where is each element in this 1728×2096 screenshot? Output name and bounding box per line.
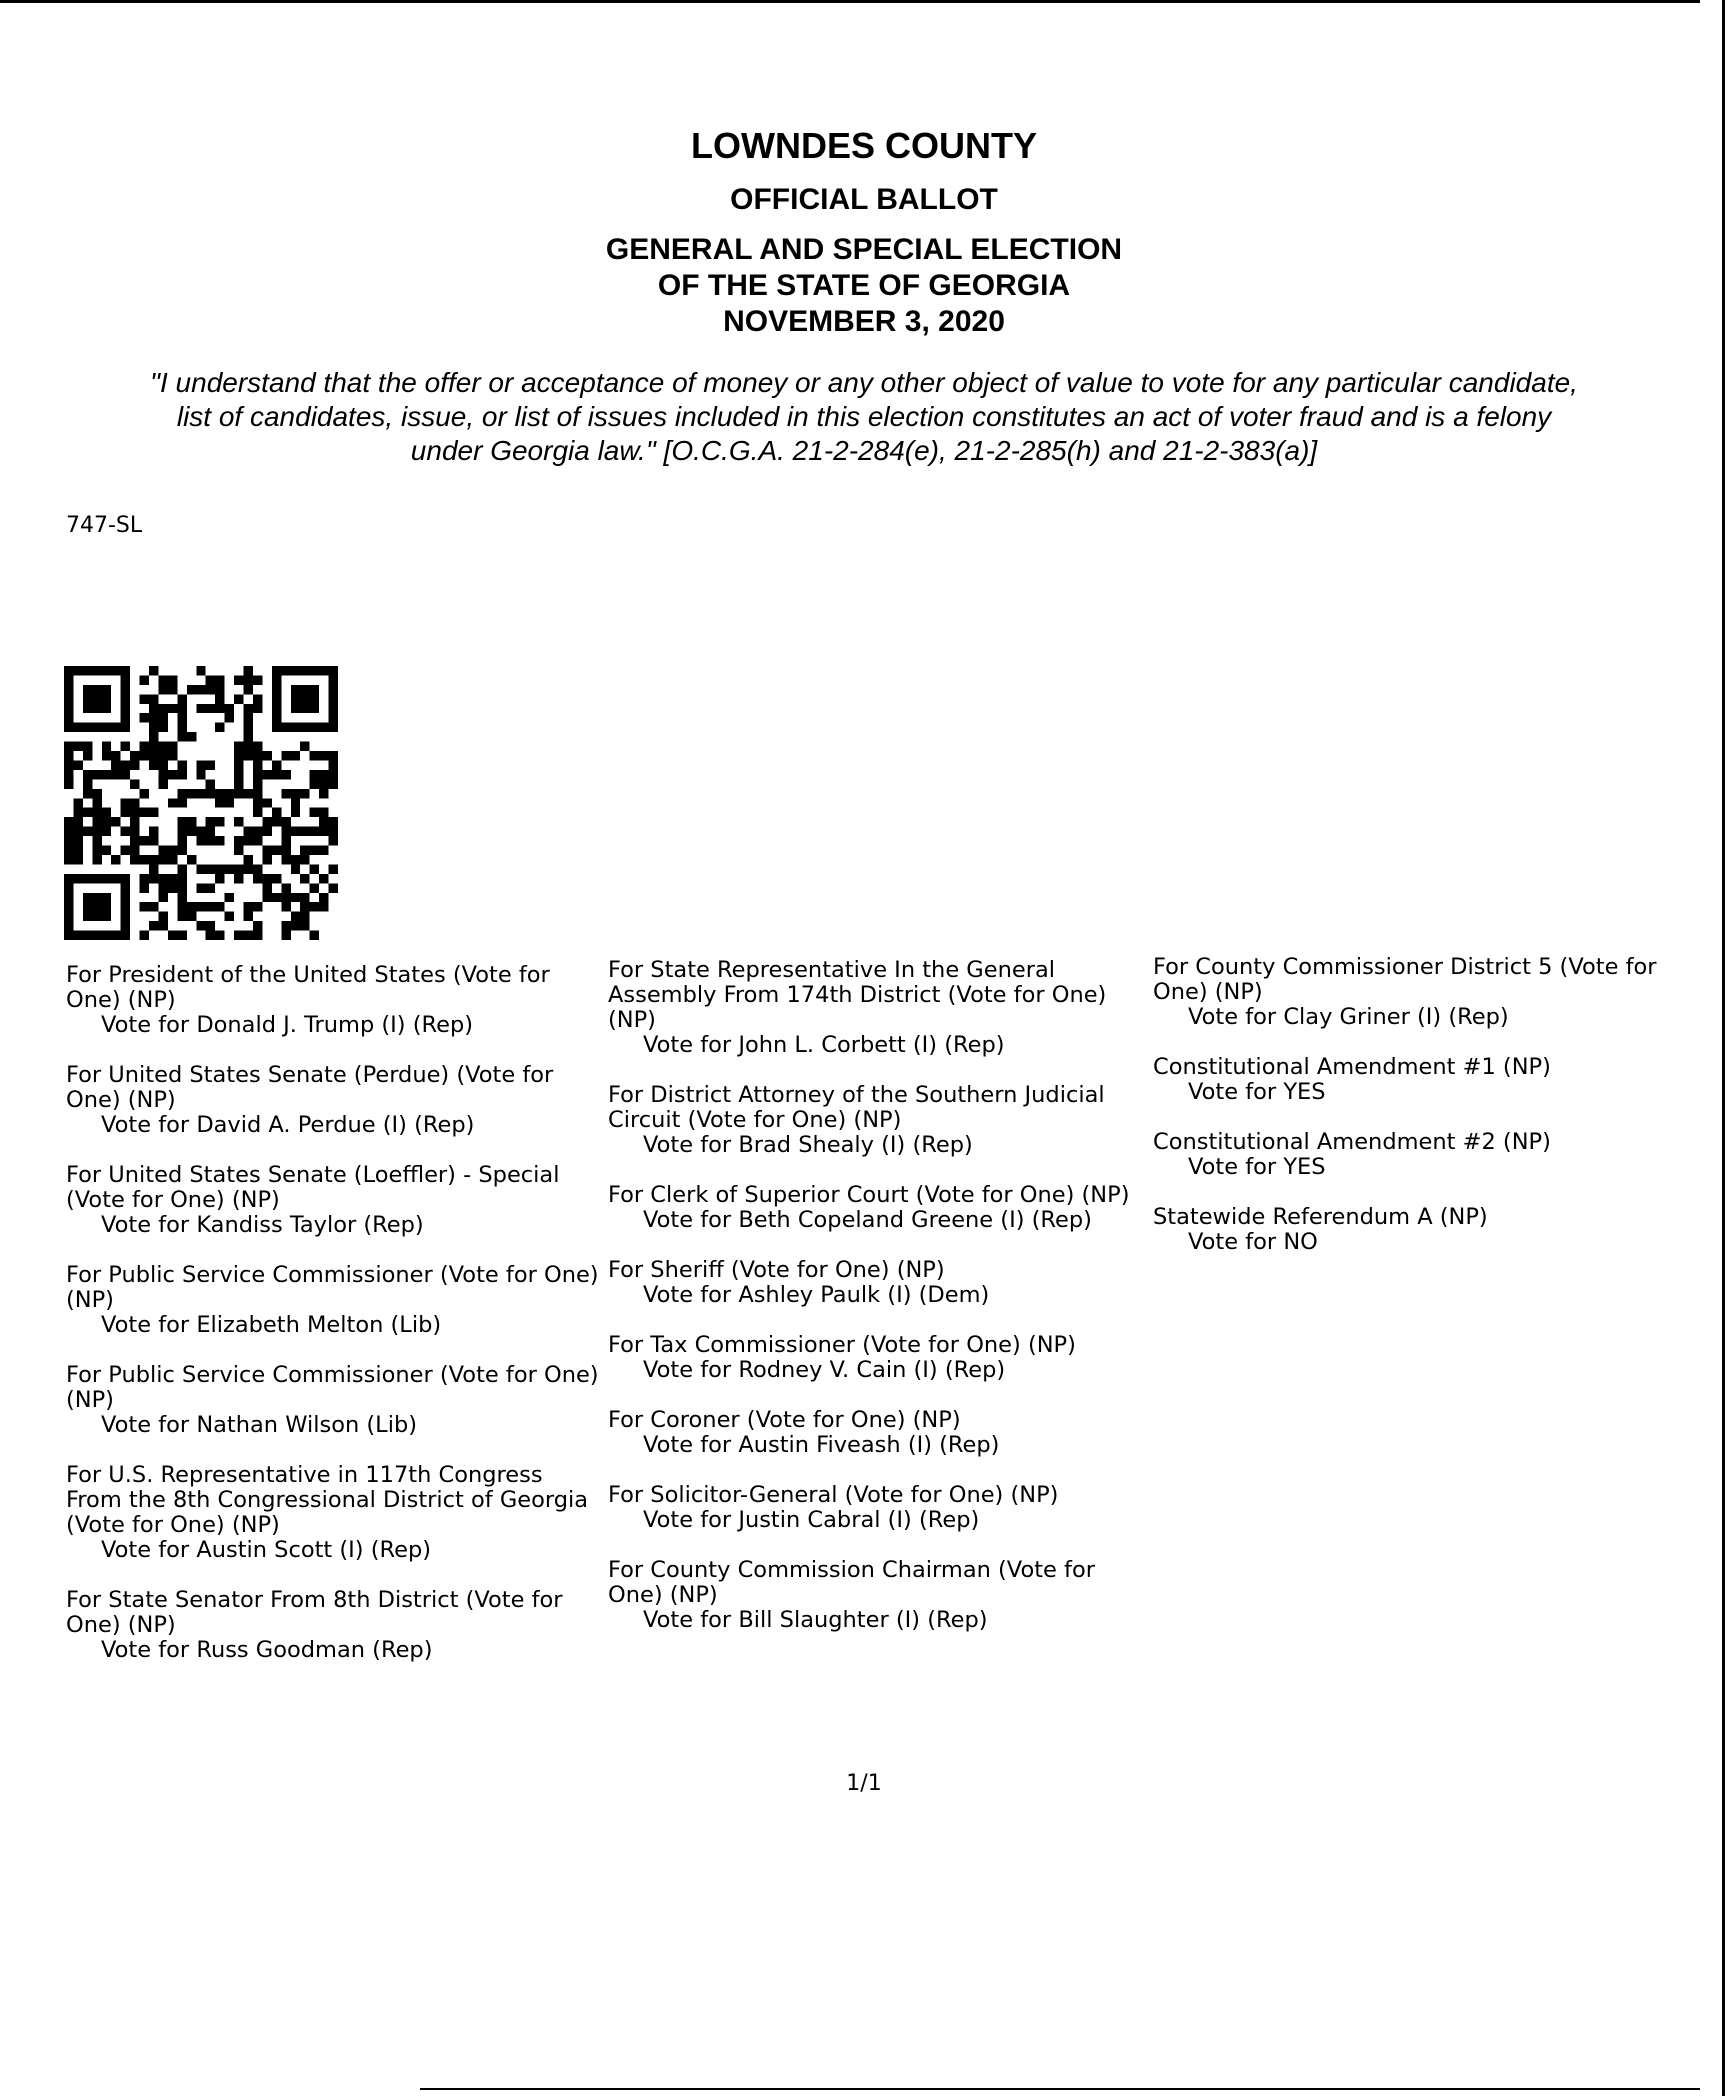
race-title: For State Senator From 8th District (Vote for One) (NP) bbox=[66, 1587, 563, 1638]
race-title: For County Commission Chairman (Vote for One) (NP) bbox=[608, 1557, 1095, 1608]
ballot-race bbox=[608, 1483, 1143, 1533]
ballot-race bbox=[608, 1258, 1143, 1308]
race-title: Constitutional Amendment #2 (NP) bbox=[1153, 1129, 1551, 1155]
oath-line-2: list of candidates, issue, or list of issues included in this election constitutes an act of voter fraud and is a felony bbox=[176, 401, 1552, 432]
election-date: NOVEMBER 3, 2020 bbox=[723, 305, 1005, 338]
ballot-race bbox=[608, 1333, 1143, 1383]
race-selection: Vote for Russ Goodman (Rep) bbox=[101, 1637, 433, 1663]
race-title: Statewide Referendum A (NP) bbox=[1153, 1204, 1488, 1230]
race-selection: Vote for Nathan Wilson (Lib) bbox=[101, 1412, 417, 1438]
scan-border-top bbox=[0, 0, 1700, 3]
election-line-1: GENERAL AND SPECIAL ELECTION bbox=[605, 233, 1123, 266]
scan-border-bottom bbox=[420, 2088, 1700, 2090]
ballot-race bbox=[1153, 955, 1693, 1030]
election-line-2: OF THE STATE OF GEORGIA bbox=[657, 269, 1071, 302]
race-selection: Vote for Beth Copeland Greene (I) (Rep) bbox=[643, 1207, 1092, 1233]
race-title: For Clerk of Superior Court (Vote for One) (NP) bbox=[608, 1182, 1130, 1208]
race-selection: Vote for Clay Griner (I) (Rep) bbox=[1188, 1004, 1509, 1030]
ballot-column-1 bbox=[66, 963, 601, 1688]
race-selection: Vote for Ashley Paulk (I) (Dem) bbox=[643, 1282, 990, 1308]
county-title: LOWNDES COUNTY bbox=[691, 125, 1037, 166]
race-title: For County Commissioner District 5 (Vote for One) (NP) bbox=[1153, 954, 1657, 1005]
ballot-race bbox=[608, 1183, 1143, 1233]
ballot-race bbox=[66, 1463, 601, 1563]
ballot-column-2 bbox=[608, 958, 1143, 1658]
ballot-race bbox=[608, 1083, 1143, 1158]
ballot-type: OFFICIAL BALLOT bbox=[730, 183, 998, 216]
race-title: For United States Senate (Perdue) (Vote for One) (NP) bbox=[66, 1062, 554, 1113]
race-selection: Vote for Kandiss Taylor (Rep) bbox=[101, 1212, 424, 1238]
oath-line-1: "I understand that the offer or acceptance of money or any other object of value to vote for any particular candidate, bbox=[150, 367, 1578, 398]
race-title: For Public Service Commissioner (Vote for One) (NP) bbox=[66, 1362, 599, 1413]
race-selection: Vote for Justin Cabral (I) (Rep) bbox=[643, 1507, 980, 1533]
race-selection: Vote for NO bbox=[1188, 1229, 1318, 1255]
ballot-race bbox=[66, 1263, 601, 1338]
race-selection: Vote for Brad Shealy (I) (Rep) bbox=[643, 1132, 973, 1158]
ballot-race bbox=[608, 1558, 1143, 1633]
ballot-race bbox=[66, 1588, 601, 1663]
ballot-race bbox=[66, 1163, 601, 1238]
race-title: For U.S. Representative in 117th Congress From the 8th Congressional District of Georgia (Vote for One) (NP) bbox=[66, 1462, 589, 1538]
race-title: For Solicitor-General (Vote for One) (NP) bbox=[608, 1482, 1059, 1508]
race-selection: Vote for Elizabeth Melton (Lib) bbox=[101, 1312, 442, 1338]
race-title: For Tax Commissioner (Vote for One) (NP) bbox=[608, 1332, 1076, 1358]
ballot-race bbox=[1153, 1205, 1693, 1255]
race-title: For United States Senate (Loeffler) - Special (Vote for One) (NP) bbox=[66, 1162, 560, 1213]
ballot-race bbox=[608, 958, 1143, 1058]
race-selection: Vote for Austin Scott (I) (Rep) bbox=[101, 1537, 432, 1563]
race-selection: Vote for YES bbox=[1188, 1079, 1326, 1105]
page-number: 1/1 bbox=[846, 1771, 882, 1796]
election-title bbox=[0, 232, 1728, 340]
ballot-race bbox=[66, 1063, 601, 1138]
race-title: Constitutional Amendment #1 (NP) bbox=[1153, 1054, 1551, 1080]
race-selection: Vote for Rodney V. Cain (I) (Rep) bbox=[643, 1357, 1006, 1383]
race-title: For President of the United States (Vote for One) (NP) bbox=[66, 962, 550, 1013]
ballot-race bbox=[66, 1363, 601, 1438]
qr-code-icon bbox=[64, 666, 338, 940]
ballot-column-3 bbox=[1153, 955, 1693, 1280]
voter-fraud-statement bbox=[40, 366, 1688, 468]
race-selection: Vote for Bill Slaughter (I) (Rep) bbox=[643, 1607, 988, 1633]
race-selection: Vote for David A. Perdue (I) (Rep) bbox=[101, 1112, 475, 1138]
ballot-style-id: 747-SL bbox=[66, 513, 143, 538]
oath-line-3: under Georgia law." [O.C.G.A. 21-2-284(e), 21-2-285(h) and 21-2-383(a)] bbox=[410, 435, 1318, 466]
race-selection: Vote for John L. Corbett (I) (Rep) bbox=[643, 1032, 1005, 1058]
ballot-race bbox=[1153, 1055, 1693, 1105]
race-selection: Vote for Donald J. Trump (I) (Rep) bbox=[101, 1012, 474, 1038]
race-selection: Vote for YES bbox=[1188, 1154, 1326, 1180]
race-title: For Coroner (Vote for One) (NP) bbox=[608, 1407, 961, 1433]
race-selection: Vote for Austin Fiveash (I) (Rep) bbox=[643, 1432, 1000, 1458]
race-title: For District Attorney of the Southern Judicial Circuit (Vote for One) (NP) bbox=[608, 1082, 1105, 1133]
race-title: For Sheriff (Vote for One) (NP) bbox=[608, 1257, 945, 1283]
race-title: For State Representative In the General Assembly From 174th District (Vote for One) (NP) bbox=[608, 957, 1107, 1033]
ballot-race bbox=[1153, 1130, 1693, 1180]
ballot-race bbox=[608, 1408, 1143, 1458]
ballot-header bbox=[0, 124, 1728, 340]
ballot-race bbox=[66, 963, 601, 1038]
race-title: For Public Service Commissioner (Vote for One) (NP) bbox=[66, 1262, 599, 1313]
